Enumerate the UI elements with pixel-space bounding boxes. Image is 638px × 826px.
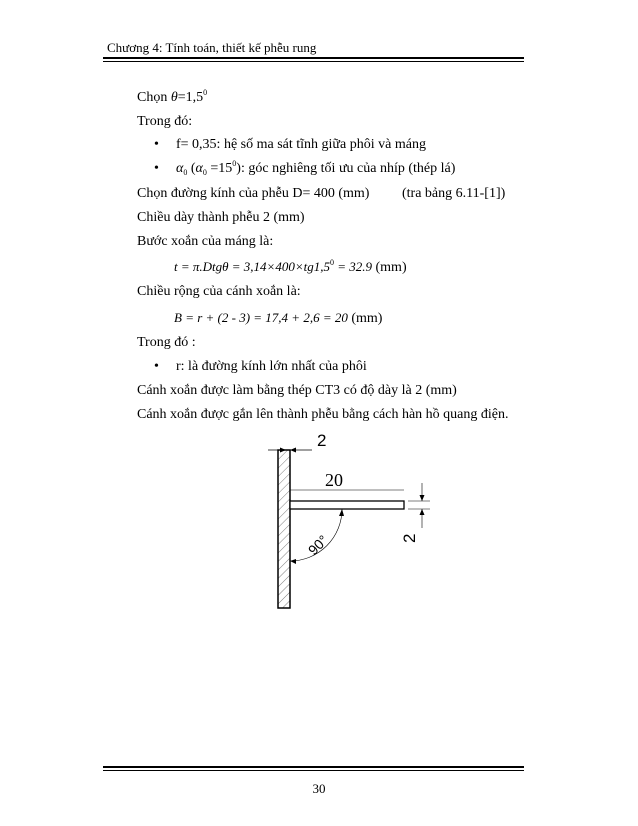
alpha-value: =15 [206,161,233,176]
degree-sup: 0 [203,88,208,97]
choose-theta-line [137,90,207,106]
bullet-dot-icon: • [154,137,159,152]
page-header: Chương 4: Tính toán, thiết kế phễu rung [107,40,317,55]
width-formula [174,310,382,327]
width-label: Chiều rộng của cánh xoắn là: [137,284,301,299]
step-formula [174,259,407,276]
alpha-sub: 0 [202,168,207,177]
welding-line: Cánh xoắn được gắn lên thành phễu bằng cách hàn hồ quang điện. [137,407,509,422]
step-label: Bước xoắn của máng là: [137,234,274,249]
alpha-sub: 0 [183,168,188,177]
formula-unit: (mm) [372,260,407,275]
trong-do-label-2: Trong đó : [137,335,196,350]
header-rule-thin [103,61,524,62]
dim-right-label: 2 [400,533,419,543]
diameter-reference: (tra bảng 6.11-[1]) [402,186,506,201]
alpha-symbol: α [176,161,184,176]
helix-blade [290,501,404,509]
dim-top-label: 2 [317,431,327,450]
bullet-alpha [154,161,455,177]
angle-indicator [290,509,344,564]
bullet-friction [154,137,426,153]
thickness-line: Chiều dày thành phễu 2 (mm) [137,210,305,225]
diameter-line [137,186,369,202]
page-number: 30 [312,781,326,796]
wall-plate [278,450,290,608]
bullet-text: f= 0,35: hệ số ma sát tĩnh giữa phôi và máng [176,137,426,152]
text: Chọn [137,90,171,105]
formula-unit: (mm) [347,311,383,326]
material-line: Cánh xoắn được làm bằng thép CT3 có độ dày là 2 (mm) [137,383,457,398]
blade-thickness-dimension [400,483,430,543]
bullet-r [154,359,367,375]
theta-symbol: θ [170,90,178,105]
bullet-dot-icon: • [154,359,159,374]
angle-label: 90° [304,531,332,559]
theta-value: =1,5 [177,90,204,105]
length-dimension [290,470,404,490]
degree-sup: 0 [329,258,334,267]
formula-rhs: = 32.9 [333,259,372,274]
degree-sup: 0 [232,159,237,168]
wall-thickness-dimension [268,431,326,453]
weld-section-drawing [250,428,440,613]
header-rule [103,57,524,59]
footer-rule [103,766,524,768]
bullet-text: r: là đường kính lớn nhất của phôi [176,359,367,374]
bullet-text: ): góc nghiêng tối ưu của nhíp (thép lá) [236,161,456,176]
diameter-text: Chọn đường kính của phễu D= 400 (mm) [137,186,370,201]
trong-do-label: Trong đó: [137,114,193,129]
dim-length-label: 20 [325,470,343,490]
formula-expr: B = r + (2 - 3) = 17,4 + 2,6 = 20 [174,310,348,325]
footer-rule-thin [103,770,524,771]
bullet-dot-icon: • [154,161,159,176]
alpha-symbol: α [195,161,203,176]
text: ( [187,161,196,176]
formula-lhs: t = π.Dtgθ = 3,14×400×tg1,5 [174,259,330,274]
